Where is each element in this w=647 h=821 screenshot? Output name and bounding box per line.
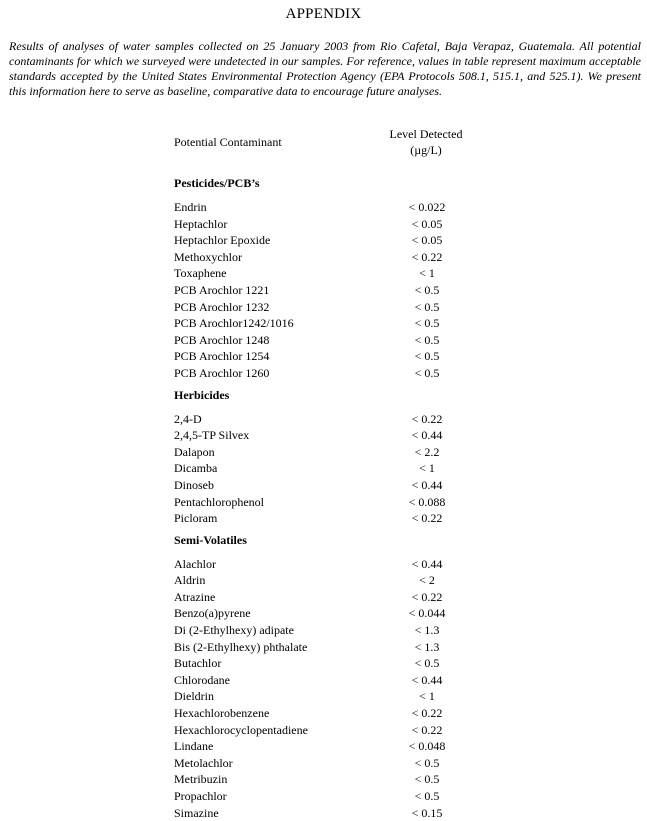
table-row: [174, 299, 504, 316]
table-row: [174, 444, 504, 461]
level-value: < 0.5: [414, 656, 440, 671]
table-row: [174, 411, 504, 428]
contaminant-name: 2,4,5-TP Silvex: [174, 428, 250, 443]
table-row: [174, 622, 504, 639]
level-value: < 0.44: [411, 556, 443, 571]
level-value: < 0.5: [414, 332, 440, 347]
contaminant-name: Dicamba: [174, 461, 218, 476]
level-header-line1: Level Detected: [389, 127, 463, 141]
table-row: [174, 348, 504, 365]
level-value: < 0.22: [411, 249, 443, 264]
contaminant-name: Dieldrin: [174, 689, 214, 704]
table-row: [174, 688, 504, 705]
table-row: [174, 249, 504, 266]
level-value: < 0.088: [408, 494, 446, 509]
contaminant-name: Pentachlorophenol: [174, 494, 264, 509]
table-row: [174, 805, 504, 821]
contaminant-name: Propachlor: [174, 789, 227, 803]
contaminant-name: Di (2-Ethylhexy) adipate: [174, 623, 294, 638]
level-value: < 0.5: [414, 789, 440, 803]
table-section: [174, 388, 504, 527]
table-row: [174, 572, 504, 589]
contaminant-name: Endrin: [174, 200, 207, 214]
contaminant-name: Methoxychlor: [174, 249, 242, 264]
table-row: [174, 315, 504, 332]
level-value: < 1.3: [414, 623, 440, 638]
contaminant-name: PCB Arochlor 1260: [174, 365, 270, 380]
contaminant-name: PCB Arochlor 1248: [174, 332, 270, 347]
level-value: < 0.22: [411, 511, 443, 526]
page-title: APPENDIX: [285, 6, 362, 22]
level-value: < 0.5: [414, 755, 440, 770]
level-value: < 0.05: [411, 233, 443, 248]
table-row: [174, 282, 504, 299]
contaminant-name: PCB Arochlor 1254: [174, 349, 270, 364]
level-header-unit: (µg/L): [410, 143, 442, 157]
level-value: < 0.5: [414, 349, 440, 364]
level-value: < 1: [419, 266, 435, 281]
contaminant-name: Benzo(a)pyrene: [174, 606, 251, 621]
level-value: < 0.5: [414, 365, 440, 380]
table-row: [174, 332, 504, 349]
table-row: [174, 556, 504, 573]
table-row: [174, 672, 504, 689]
contaminant-name: Hexachlorobenzene: [174, 706, 270, 721]
contaminant-name: Aldrin: [174, 573, 206, 588]
contaminant-name: Simazine: [174, 805, 219, 820]
level-column-header: [366, 126, 486, 158]
contaminant-name: Dalapon: [174, 444, 215, 459]
level-value: < 0.44: [411, 428, 443, 443]
table-row: [174, 788, 504, 805]
section-heading: Herbicides: [174, 387, 230, 402]
level-value: < 1: [419, 461, 435, 476]
level-value: < 2: [419, 573, 435, 588]
table-section: [174, 533, 504, 821]
contaminant-table: [174, 176, 504, 821]
table-row: [174, 427, 504, 444]
contaminant-name: PCB Arochlor 1232: [174, 299, 270, 314]
contaminant-name: PCB Arochlor1242/1016: [174, 316, 294, 331]
level-value: < 0.5: [414, 282, 440, 297]
level-value: < 0.22: [411, 706, 443, 721]
contaminant-name: Heptachlor: [174, 216, 228, 231]
table-row: [174, 365, 504, 382]
contaminant-name: Butachlor: [174, 656, 222, 671]
table-row: [174, 738, 504, 755]
table-row: [174, 265, 504, 282]
contaminant-name: Metolachlor: [174, 755, 233, 770]
contaminant-name: Metribuzin: [174, 772, 228, 787]
intro-paragraph: Results of analyses of water samples collected on 25 January 2003 from Rio Cafetal, Baja Verapaz, Guatemala. All potential contaminants for which we surveyed were undetected in our samples. For reference, values in table represent maximum acceptable standards accepted by the United States Environmental Protection Agency (EPA Protocols 508.1, 515.1, and 525.1). We present this information here to serve as baseline, comparative data to encourage future analyses.: [9, 39, 641, 98]
contaminant-name: Chlorodane: [174, 672, 230, 687]
table-row: [174, 755, 504, 772]
table-row: [174, 655, 504, 672]
table-section: [174, 176, 504, 382]
contaminant-name: 2,4-D: [174, 411, 202, 426]
table-row: [174, 771, 504, 788]
level-value: < 0.15: [411, 805, 443, 820]
contaminant-column-header: Potential Contaminant: [174, 135, 282, 149]
level-value: < 2.2: [414, 444, 440, 459]
level-value: < 0.22: [411, 411, 443, 426]
level-value: < 0.22: [411, 589, 443, 604]
section-heading: Semi-Volatiles: [174, 532, 247, 547]
level-value: < 0.44: [411, 477, 443, 492]
table-row: [174, 460, 504, 477]
level-value: < 0.5: [414, 772, 440, 787]
table-row: [174, 477, 504, 494]
level-value: < 0.044: [408, 606, 446, 621]
table-row: [174, 605, 504, 622]
level-value: < 1.3: [414, 639, 440, 654]
table-row: [174, 722, 504, 739]
level-value: < 0.44: [411, 672, 443, 687]
table-row: [174, 216, 504, 233]
contaminant-name: Alachlor: [174, 556, 216, 571]
table-row: [174, 199, 504, 216]
contaminant-name: Bis (2-Ethylhexy) phthalate: [174, 639, 308, 654]
contaminant-name: PCB Arochlor 1221: [174, 282, 270, 297]
level-value: < 0.022: [408, 200, 446, 214]
level-value: < 0.5: [414, 299, 440, 314]
contaminant-name: Picloram: [174, 511, 218, 526]
contaminant-name: Atrazine: [174, 589, 216, 604]
level-value: < 0.5: [414, 316, 440, 331]
section-heading: Pesticides/PCB’s: [174, 176, 260, 190]
level-value: < 0.22: [411, 722, 443, 737]
table-row: [174, 589, 504, 606]
table-row: [174, 510, 504, 527]
contaminant-name: Toxaphene: [174, 266, 227, 281]
level-value: < 0.05: [411, 216, 443, 231]
table-row: [174, 232, 504, 249]
contaminant-name: Heptachlor Epoxide: [174, 233, 271, 248]
table-row: [174, 639, 504, 656]
table-row: [174, 705, 504, 722]
table-row: [174, 494, 504, 511]
contaminant-name: Lindane: [174, 739, 214, 754]
level-value: < 1: [419, 689, 435, 704]
level-value: < 0.048: [408, 739, 446, 754]
contaminant-name: Hexachlorocyclopentadiene: [174, 722, 308, 737]
contaminant-name: Dinoseb: [174, 477, 214, 492]
